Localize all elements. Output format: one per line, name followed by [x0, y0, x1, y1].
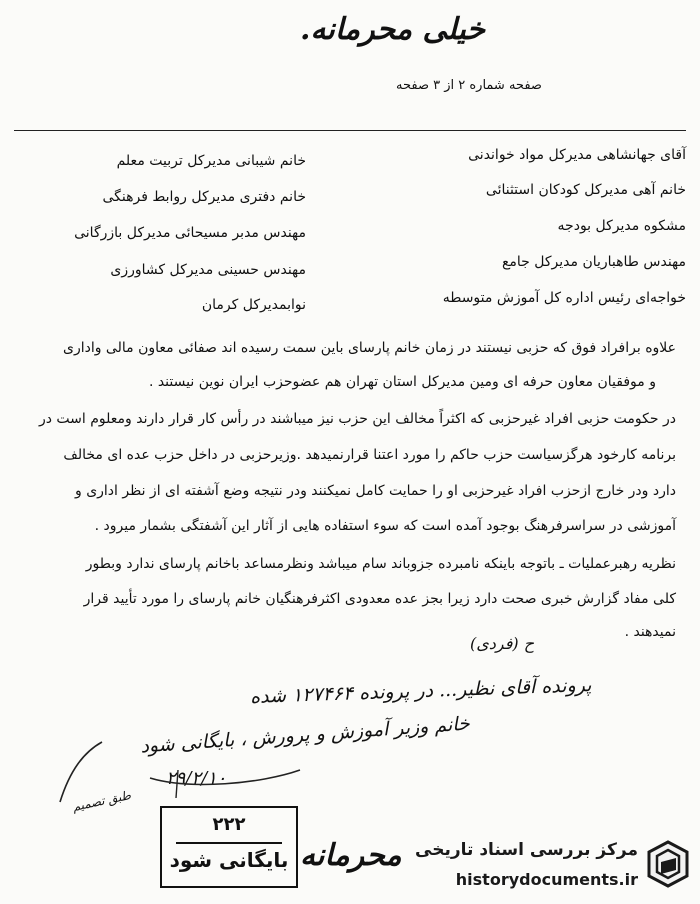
- watermark-logo-icon: [646, 840, 690, 888]
- page-number: صفحه شماره ۲ از ۳ صفحه: [396, 78, 542, 93]
- staff-left-3: مهندس مدبر مسیحائی مدیرکل بازرگانی: [74, 225, 306, 241]
- paragraph-line: آموزشی در سراسرفرهنگ بوجود آمده است که سوء استفاده هایی از آثار این آشفتگی بشمار میرود .: [94, 518, 676, 534]
- paragraph-line: در حکومت حزبی افراد غیرحزبی که اکثراً مخالف این حزب نیز میباشند در رأس کار قرار دارند ومعلوم است در: [38, 411, 676, 427]
- staff-left-2: خانم دفتری مدیرکل روابط فرهنگی: [102, 189, 306, 205]
- paragraph-line: و موفقیان معاون حرفه ای ومین مدیرکل استان تهران هم عضوحزب ایران نوین نیستند .: [148, 374, 656, 390]
- stamp-label: بایگانی شود: [169, 848, 289, 872]
- archive-stamp: [160, 806, 298, 888]
- annotation-initials: طبق تصمیم: [71, 787, 133, 815]
- staff-right-2: خانم آهی مدیرکل کودکان استثنائی: [485, 182, 686, 198]
- staff-left-1: خانم شیبانی مدیرکل تربیت معلم: [116, 153, 306, 169]
- classification-top: خیلی محرمانه.: [300, 12, 486, 47]
- watermark-title: مرکز بررسی اسناد تاریخی: [415, 840, 638, 860]
- paragraph-line: نظریه رهبرعملیات ـ باتوجه باینکه نامبرده جزوباند سام میباشد ونظرمساعد باخانم پارسای ندارد وبطور: [85, 556, 676, 572]
- signature-note: ح (فردی): [470, 634, 535, 653]
- watermark: [415, 832, 694, 898]
- top-divider: [14, 130, 686, 131]
- stamp-divider: [176, 842, 282, 844]
- staff-right-4: مهندس طاهباریان مدیرکل جامع: [501, 254, 686, 270]
- watermark-url: historydocuments.ir: [455, 870, 638, 889]
- stamp-number: ۲۲۲: [212, 814, 246, 835]
- paragraph-line: برنامه کارخود هرگزسیاست حزب حاکم را مورد اعتنا قرارنمیدهد .وزیرحزبی در داخل حزب عده ای مخالف: [63, 447, 676, 463]
- paragraph-line: دارد ودر خارج ازحزب افراد غیرحزبی او را حمایت کامل نمیکنند ودر نتیجه وضع آشفته ای از نظر اداری و: [74, 483, 676, 499]
- staff-left-5: نوابمدیرکل کرمان: [201, 297, 306, 313]
- staff-right-5: خواجه‌ای رئیس اداره کل آموزش متوسطه: [442, 290, 686, 306]
- annotation-date: ۲۹/۲/۱۰: [166, 768, 227, 789]
- annotation-line-1: پرونده آقای نظیر... در پرونده ۱۲۷۴۶۴ شده: [249, 674, 592, 708]
- paragraph-line: کلی مفاد گزارش خبری صحت دارد زیرا بجز عده معدودی اکثرفرهنگیان خانم پارسای را مورد تأیید قرار: [83, 591, 676, 607]
- classification-bottom: محرمانه: [300, 838, 402, 873]
- paragraph-line: نمیدهند .: [624, 624, 676, 640]
- annotation-line-2: خانم وزیر آموزش و پرورش ، بایگانی شود: [139, 712, 471, 758]
- staff-left-4: مهندس حسینی مدیرکل کشاورزی: [110, 262, 306, 278]
- paragraph-line: علاوه برافراد فوق که حزبی نیستند در زمان خانم پارسای باین سمت رسیده اند صفائی معاون مالی واداری: [62, 340, 676, 356]
- staff-right-3: مشکوه مدیرکل بودجه: [557, 218, 686, 234]
- staff-right-1: آقای جهانشاهی مدیرکل مواد خواندنی: [468, 147, 686, 163]
